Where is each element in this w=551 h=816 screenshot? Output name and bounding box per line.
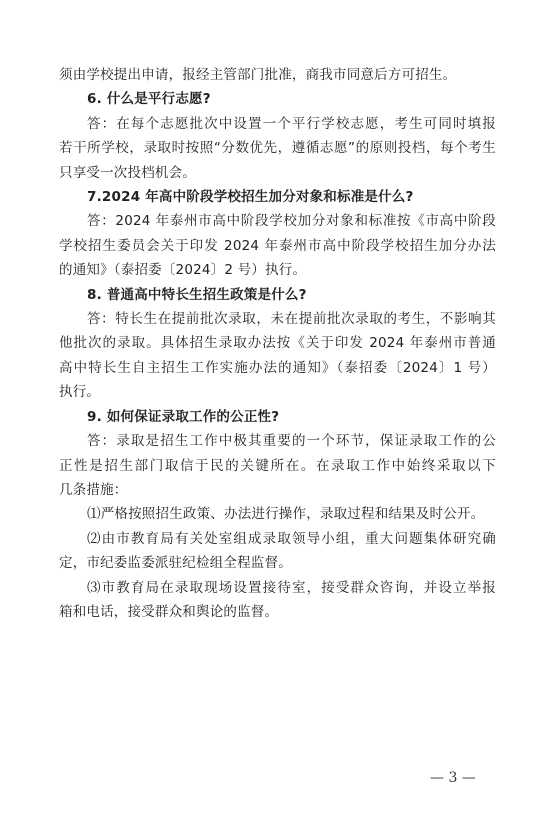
text-line: 只享受一次投档机会。 (59, 164, 196, 181)
document-body (59, 63, 496, 624)
text-line: 正性是招生部门取信于民的关键所在。在录取工作中始终采取以下 (59, 457, 496, 474)
text-line: 箱和电话，接受群众和舆论的监督。 (59, 603, 279, 620)
text-line: 答：特长生在提前批次录取，未在提前批次录取的考生，不影响其 (87, 311, 496, 328)
text-line: 须由学校提出申请，报经主管部门批准，商我市同意后方可招生。 (59, 67, 457, 83)
text-line: 答：录取是招生工作中极其重要的一个环节，保证录取工作的公 (87, 433, 496, 450)
text-line: 执行。 (59, 384, 101, 401)
text-line: 高中特长生自主招生工作实施办法的通知》（泰招委〔2024〕1 号） (59, 359, 496, 376)
page-number: — 3 — (430, 770, 476, 786)
text-line: 的通知》（泰招委〔2024〕2 号）执行。 (59, 262, 307, 279)
text-line: 答：在每个志愿批次中设置一个平行学校志愿，考生可同时填报 (87, 115, 496, 132)
text-line: 若干所学校，录取时按照“分数优先，遵循志愿”的原则投档，每个考生 (59, 140, 496, 157)
section-heading: 7.2024 年高中阶段学校招生加分对象和标准是什么? (87, 189, 414, 206)
text-line: 他批次的录取。具体招生录取办法按《关于印发 2024 年泰州市普通 (59, 335, 496, 352)
text-line: 学校招生委员会关于印发 2024 年泰州市高中阶段学校招生加分办法 (59, 237, 496, 254)
text-line: ⑵由市教育局有关处室组成录取领导小组，重大问题集体研究确 (87, 530, 496, 547)
section-heading: 9. 如何保证录取工作的公正性? (87, 408, 280, 425)
text-line: ⑴严格按照招生政策、办法进行操作，录取过程和结果及时公开。 (87, 506, 485, 523)
text-line: 几条措施： (59, 481, 128, 498)
text-line: ⑶市教育局在录取现场设置接待室，接受群众咨询，并设立举报 (87, 579, 496, 596)
section-heading: 8. 普通高中特长生招生政策是什么? (87, 286, 307, 303)
text-line: 定，市纪委监委派驻纪检组全程监督。 (59, 555, 292, 572)
text-line: 答：2024 年泰州市高中阶段学校加分对象和标准按《市高中阶段 (87, 213, 496, 230)
section-heading: 6. 什么是平行志愿? (87, 91, 211, 108)
